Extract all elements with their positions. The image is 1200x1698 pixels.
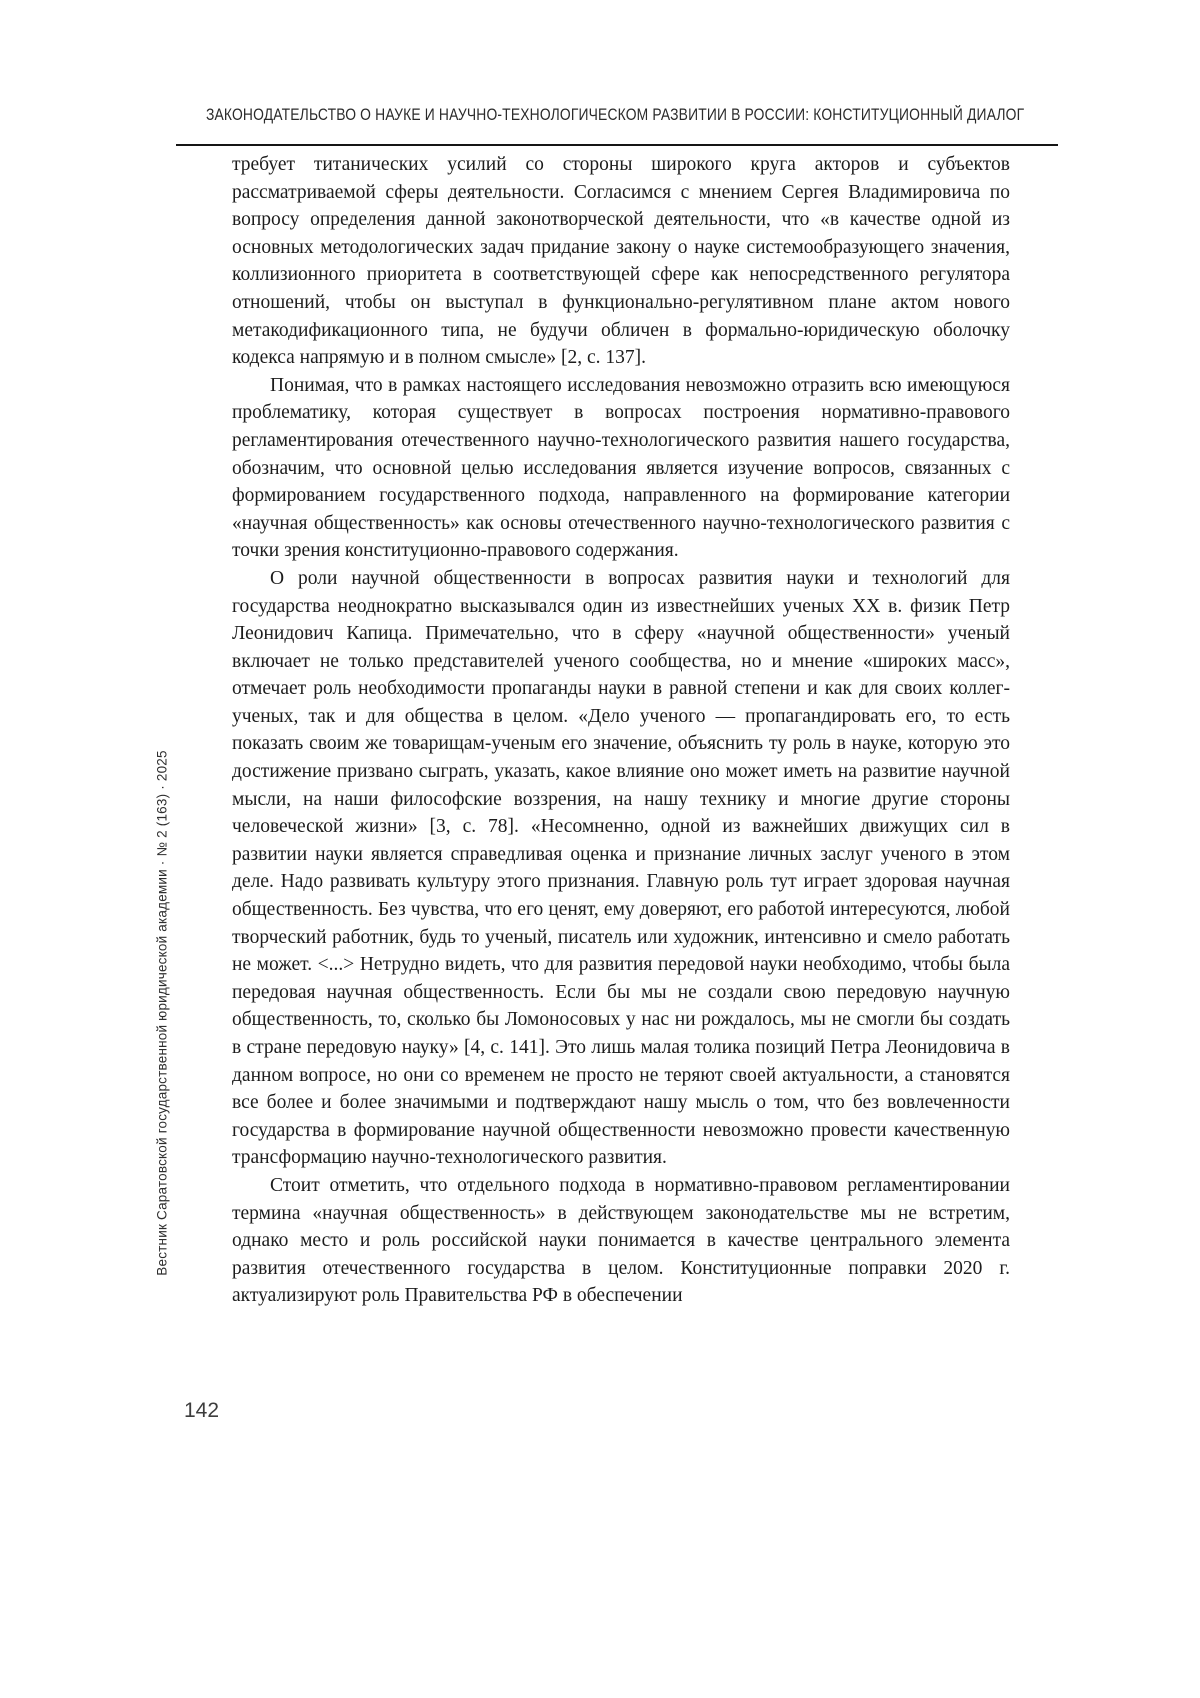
paragraph: Понимая, что в рамках настоящего исследования невозможно отразить всю имеющуюся проблематику, которая существует в вопросах построения нормативно-правового регламентирования отечественного научно-технологического развития нашего государства, обозначим, что основной целью исследования является изучение вопросов, связанных с формированием государственного подхода, направленного на формирование категории «научная общественность» как основы отечественного научно-технологического развития с точки зрения конституционно-правового содержания. xyxy=(232,374,1010,562)
running-header-title: ЗАКОНОДАТЕЛЬСТВО О НАУКЕ И НАУЧНО-ТЕХНОЛОГИЧЕСКОМ РАЗВИТИИ В РОССИИ: КОНСТИТУЦИОННЫЙ ДИАЛОГ xyxy=(205,106,1025,124)
running-header xyxy=(15,106,1200,125)
paragraph: О роли научной общественности в вопросах развития науки и технологий для государства неоднократно высказывался один из известнейших ученых XX в. физик Петр Леонидович Капица. Примечательно, что в сферу «научной общественности» ученый включает не только представителей ученого сообщества, но и мнение «широких масс», отмечает роль необходимости пропаганды науки в равной степени и как для своих коллег-ученых, так и для общества в целом. «Дело ученого — пропагандировать его, то есть показать своим же товарищам-ученым его значение, объяснить ту роль в науке, которую это достижение призвано сыграть, указать, какое влияние оно может иметь на развитие научной мысли, на наши философские воззрения, на нашу технику и многие другие стороны человеческой жизни» [3, с. 78]. «Несомненно, одной из важнейших движущих сил в развитии науки является справедливая оценка и признание личных заслуг ученого в этом деле. Надо развивать культуру этого признания. Главную роль тут играет здоровая научная общественность. Без чувства, что его ценят, ему доверяют, его работой интересуются, любой творческий работник, будь то ученый, писатель или художник, интенсивно и смело работать не может. <...> Нетрудно видеть, что для развития передовой науки необходимо, чтобы была передовая научная общественность. Если бы мы не создали свою передовую научную общественность, то, сколько бы Ломоносовых у нас ни рождалось, мы не смогли бы создать в стране передовую науку» [4, с. 141]. Это лишь малая толика позиций Петра Леонидовича в данном вопросе, но они со временем не просто не теряют своей актуальности, а становятся все более и более значимыми и подтверждают нашу мысль о том, что без вовлеченности государства в формирование научной общественности невозможно провести качественную трансформацию научно-технологического развития. xyxy=(232,567,1010,1169)
journal-title-sidebar: Вестник Саратовской государственной юридической академии · № 2 (163) · 2025 xyxy=(154,750,170,1276)
article-body xyxy=(232,151,1010,1310)
page-number: 142 xyxy=(184,1399,220,1422)
paragraph: Стоит отметить, что отдельного подхода в нормативно-правовом регламентировании термина «научная общественность» в действующем законодательстве мы не встретим, однако место и роль российской науки понимается в качестве центрального элемента развития отечественного государства в целом. Конституционные поправки 2020 г. актуализируют роль Правительства РФ в обеспечении xyxy=(232,1174,1010,1307)
paragraph-continuation: требует титанических усилий со стороны широкого круга акторов и субъектов рассматриваемой сферы деятельности. Согласимся с мнением Сергея Владимировича по вопросу определения данной законотворческой деятельности, что «в качестве одной из основных методологических задач придание закону о науке системообразующего значения, коллизионного приоритета в соответствующей сфере как непосредственного регулятора отношений, чтобы он выступал в функционально-регулятивном плане актом нового метакодификационного типа, не будучи обличен в формально-юридическую оболочку кодекса напрямую и в полном смысле» [2, с. 137]. xyxy=(232,154,1010,369)
header-rule xyxy=(176,144,1058,146)
